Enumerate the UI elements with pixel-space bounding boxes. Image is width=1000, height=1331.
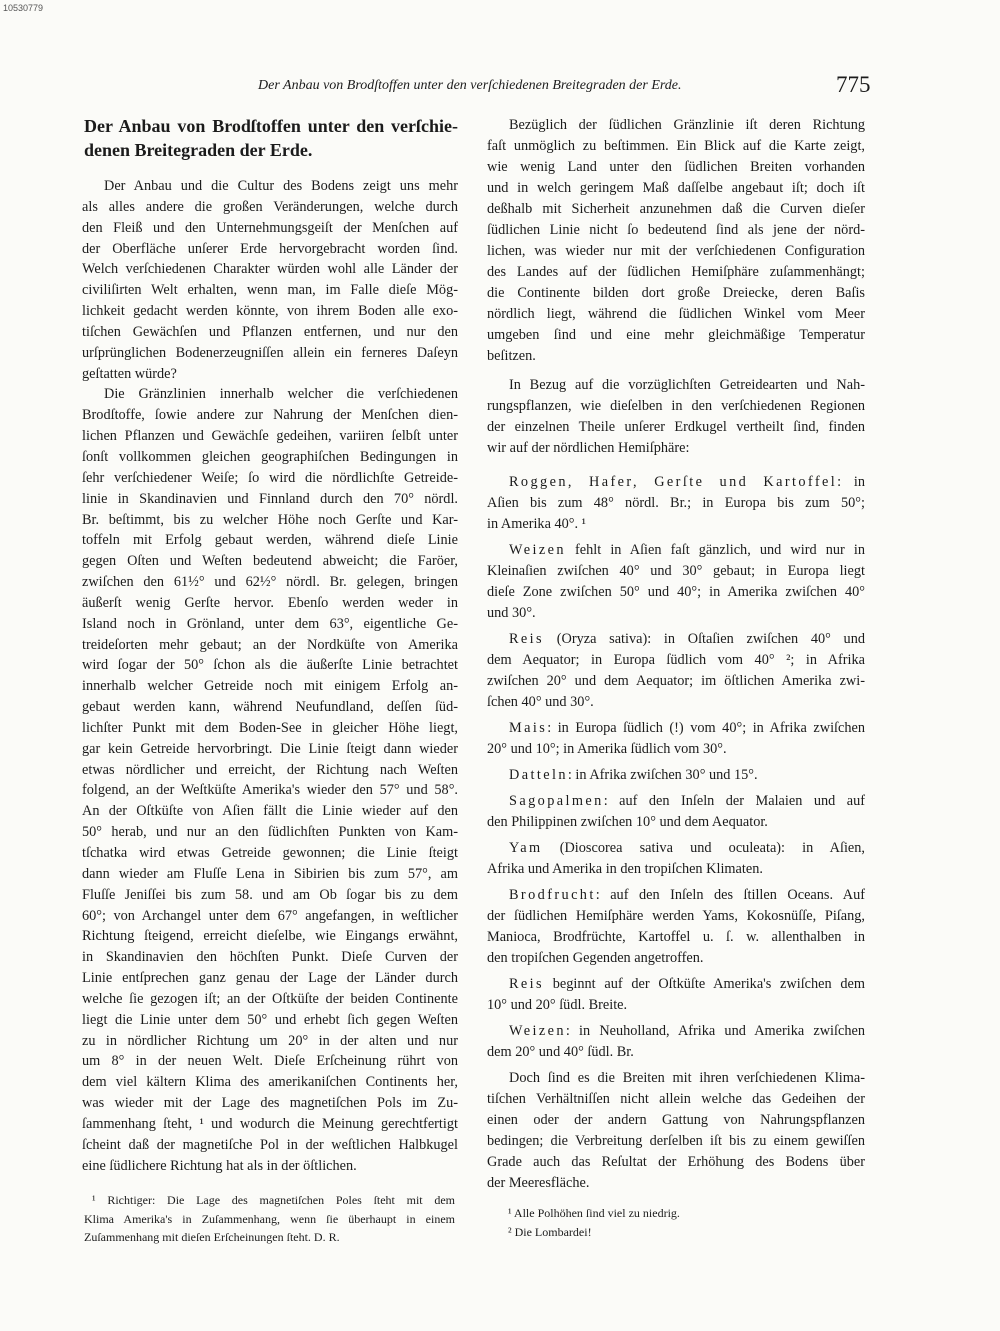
text-line: rungspflanzen, wie dieſelben in den verſchiedenen Regionen (487, 398, 865, 414)
scan-id: 10530779 (3, 3, 44, 13)
text-run: : auf den Inſeln der Malaien und auf (603, 793, 865, 809)
text-line: als alles andere die großen Veränderungen, welche durch (82, 198, 458, 215)
text-run: : in Afrika zwiſchen 30° und 15°. (567, 767, 758, 783)
text-line: tiſchen Gewächſen und Pflanzen entfernen, und nur den (82, 323, 458, 340)
text-line: beſitzen. (487, 348, 536, 364)
text-run: : in Neuholland, Afrika und Amerika zwiſchen (565, 1023, 865, 1039)
text-line: ſonſt vollkommen gleichen geographiſchen Bedingungen in (82, 448, 458, 465)
spaced-term: Sagopalmen (509, 793, 604, 809)
text-line (487, 974, 865, 995)
text-line (487, 718, 865, 739)
body-paragraph (487, 629, 865, 713)
text-line: wie wenig Land unter den ſüdlichen Breiten vorhanden (487, 159, 865, 175)
text-line: Kleinaſien zwiſchen 40° und 30° gebaut; in Europa liegt (487, 563, 865, 579)
spaced-term: Weizen (509, 1023, 566, 1039)
text-line: 20° und 10°; in Amerika ſüdlich vom 30°. (487, 741, 727, 757)
body-paragraph (487, 885, 865, 969)
footnote-line: ¹ Richtiger: Die Lage des magnetiſchen Poles ſteht mit dem (92, 1193, 455, 1207)
text-line: Manioca, Brodfrüchte, Kartoffel u. ſ. w. allenthalben in (487, 929, 865, 945)
right-column (487, 115, 865, 1194)
text-line: Brodſtoffe, ſowie andere zur Nahrung der Menſchen dien- (82, 407, 458, 424)
text-run: (Dioscorea sativa und oculeata): in Aſien, (542, 840, 865, 856)
body-paragraph (487, 791, 865, 833)
text-line: Linie entſprechen ganz genau der Lage der Länder durch (82, 970, 458, 987)
text-line: 50° herab, und nur an den ſüdlichſten Punkten von Kam- (82, 824, 458, 841)
spaced-term: Roggen, Hafer, Gerſte und Kartoffel (509, 474, 838, 490)
spaced-term: Brodfrucht (509, 887, 596, 903)
text-line: zu in nördlicher Richtung um 20° in der alten und nur (82, 1032, 458, 1049)
text-line: lichkeit gedacht werden könnte, von ihrem Boden alle exo- (82, 303, 458, 320)
text-run: fehlt in Aſien faſt gänzlich, und wird nur in (565, 542, 865, 558)
text-line: Der Anbau und die Cultur des Bodens zeigt uns mehr (104, 178, 458, 194)
text-line: ſcheint daß der magnetiſche Pol in der weſtlichen Halbkugel (82, 1136, 458, 1153)
text-line: liegt die Linie unter dem 50° und erhebt ſich gegen Weſten (82, 1011, 458, 1028)
text-line: Doch ſind es die Breiten mit ihren verſchiedenen Klima- (509, 1070, 865, 1086)
spaced-term: Yam (509, 840, 543, 856)
spaced-term: Weizen (509, 542, 566, 558)
text-line: nördlich liegt, während die ſüdlichen Winkel vom Meer (487, 306, 865, 322)
text-line: Island noch in Grönland, unter dem 63°, eigentliche Ge- (82, 615, 458, 632)
text-line: Welch verſchiedenen Charakter würden wohl alle Länder der (82, 261, 458, 278)
text-line: Richtung ſteigend, erreicht dieſelbe, wie Eingangs erwähnt, (82, 928, 458, 945)
text-line: innerhalb welcher Getreide noch mit einigem Erfolg an- (82, 678, 458, 695)
text-line: linie in Skandinavien und Finnland durch den 70° nördl. (82, 490, 458, 507)
text-line: den tropiſchen Gegenden angetroffen. (487, 950, 704, 966)
running-head: Der Anbau von Brodſtoffen unter den verſchiedenen Breitegraden der Erde. (258, 78, 682, 93)
text-line: etwas nördlicher und erreicht, der Richtung nach Weſten (82, 761, 458, 778)
text-line: und in welch geringem Maß daſſelbe angebaut iſt; doch iſt (487, 180, 865, 196)
right-footnotes (508, 1204, 863, 1242)
body-paragraph (487, 115, 865, 367)
body-paragraph (487, 718, 865, 760)
text-run: : in Europa ſüdlich (!) vom 40°; in Afrika zwiſchen (547, 720, 865, 736)
body-paragraph (82, 176, 458, 384)
text-line: civiliſirten Welt erhalten, wenn man, im Falle dieſe Mög- (82, 282, 458, 299)
text-run: (Oryza sativa): in Oſtaſien zwiſchen 40° und (544, 631, 865, 647)
text-line (487, 629, 865, 650)
text-line: lichen, was wieder nur mit der verſchiedenen Configuration (487, 243, 865, 259)
title-line: denen Breitegraden der Erde. (84, 140, 313, 160)
body-paragraph (487, 1021, 865, 1063)
text-line (487, 1021, 865, 1042)
text-line: Die Gränzlinien innerhalb welcher die verſchiedenen (104, 386, 458, 403)
text-line (487, 885, 865, 906)
text-line: der einzelnen Theile unſerer Erdkugel vertheilt ſind, finden (487, 419, 865, 435)
text-line: Fluſſe Jeniſſei bis zum 58. und am Ob ſogar bis zu dem (82, 886, 458, 903)
text-line: 10° und 20° ſüdl. Breite. (487, 997, 628, 1013)
left-column (82, 176, 458, 1177)
spaced-term: Reis (509, 631, 545, 647)
text-line (487, 838, 865, 859)
text-line: dieſe Zone zwiſchen 50° und 40°; in Amerika zwiſchen 40° (487, 584, 865, 600)
text-line: ſchen 40° und 30°. (487, 694, 594, 710)
text-line: wir auf der nördlichen Hemiſphäre: (487, 440, 690, 456)
body-paragraph (82, 384, 458, 1176)
text-line: eine ſüdlichere Richtung hat als in der öſtlichen. (82, 1157, 357, 1174)
spaced-term: Reis (509, 976, 545, 992)
body-paragraph (487, 472, 865, 535)
spaced-term: Datteln (509, 767, 568, 783)
text-line (487, 765, 865, 786)
text-line: der Oberfläche unſerer Erde hervorgebracht worden ſind. (82, 240, 458, 257)
text-line: tſchatka wird etwas Getreide gewonnen; die Linie ſteigt (82, 845, 458, 861)
text-line: deßhalb mit Sicherheit anzunehmen daß die Curven dieſer (487, 201, 865, 217)
text-line: ſehr verſchiedener Weiſe; ſo wird die nördlichſte Getreide- (82, 469, 458, 486)
text-line: in Skandinavien den höchſten Punkt. Dieſe Curven der (82, 949, 458, 966)
text-run: : auf den Inſeln des ſtillen Oceans. Auf (595, 887, 865, 903)
text-line: einen oder der andern Gattung von Nahrungspflanzen (487, 1112, 865, 1128)
text-line: faſt unmöglich zu beſtimmen. Ein Blick auf die Karte zeigt, (487, 138, 865, 154)
footnote-line: Klima Amerika's in Zuſammenhang, wenn ſie überhaupt in einem (84, 1211, 455, 1226)
text-line: Bezüglich der ſüdlichen Gränzlinie iſt deren Richtung (509, 117, 865, 133)
text-line (487, 472, 865, 493)
text-line (487, 540, 865, 561)
title-line: Der Anbau von Brodſtoffen unter den verſchie- (84, 116, 458, 136)
text-line: was wieder mit der Lage des magnetiſchen Pols im Zu- (82, 1095, 458, 1112)
text-line: treideſorten mehr gebaut; an der Nordküſte von Amerika (82, 636, 458, 653)
text-line: des Landes auf der ſüdlichen Hemiſphäre zuſammenhängt; (487, 264, 865, 280)
text-line: An der Oſtküſte von Aſien fällt die Linie wieder auf den (82, 803, 458, 820)
left-footnote (84, 1191, 455, 1247)
text-line: dann wieder am Fluſſe Lena in Sibirien bis zum 57°, am (82, 865, 458, 882)
text-line: Afrika und Amerika in den tropiſchen Klimaten. (487, 861, 763, 877)
text-line: gegen Oſten und Weſten bedeutend abweicht; die Faröer, (82, 553, 458, 570)
text-line: gebaut werden kann, während Neufundland, deſſen ſüd- (82, 699, 458, 716)
text-line: ſammenhang ſteht, ¹ und wodurch die Meinung gerechtfertigt (82, 1115, 458, 1132)
text-line: dem 20° und 40° ſüdl. Br. (487, 1044, 634, 1060)
text-line: den Fleiß und den Unternehmungsgeiſt der Menſchen auf (82, 219, 458, 236)
footnote-line: Zuſammenhang mit dieſen Erſcheinungen ſteht. D. R. (84, 1230, 340, 1244)
footnote-line: ¹ Alle Polhöhen ſind viel zu niedrig. (508, 1206, 680, 1220)
text-line: gar kein Getreide hervorbringt. Die Linie ſteigt dann wieder (82, 740, 458, 757)
text-line: toffeln mit Erfolg gebaut werden, während dieſe Linie (82, 532, 458, 549)
text-run: beginnt auf der Oſtküſte Amerika's zwiſchen dem (544, 976, 865, 992)
text-line: die Continente bilden dort große Dreiecke, deren Baſis (487, 285, 865, 301)
text-line: zwiſchen 20° und dem Aequator; im öſtlichen Amerika zwi- (487, 673, 865, 689)
text-line: dem Aequator; in Europa ſüdlich vom 40° ²; in Afrika (487, 652, 865, 668)
text-line: um 8° in der neuen Welt. Dieſe Erſcheinung rührt von (82, 1053, 458, 1070)
footnote-line: ² Die Lombardei! (508, 1225, 592, 1239)
page-number: 775 (836, 72, 871, 97)
text-line: zwiſchen den 61½° und 62½° nördl. Br. gelegen, bringen (82, 574, 458, 591)
text-line (487, 791, 865, 812)
text-line: bedingen; die Verbreitung derſelben iſt bis zu einem gewiſſen (487, 1133, 865, 1149)
text-line: Grade auch das Reſultat der Erhöhung des Bodens über (487, 1154, 865, 1170)
text-line: äußerſt wenig Gerſte hervor. Ebenſo werden weder in (82, 594, 458, 611)
text-line: geſtatten würde? (82, 365, 177, 382)
text-run: : in (837, 474, 866, 490)
text-line: In Bezug auf die vorzüglichſten Getreidearten und Nah- (509, 377, 865, 393)
article-title (84, 114, 458, 162)
text-line: den Philippinen zwiſchen 10° und dem Aequator. (487, 814, 768, 830)
text-line: und 30°. (487, 605, 536, 621)
spaced-term: Mais (509, 720, 548, 736)
text-line: welche ſie gezogen iſt; an der Oſtküſte der beiden Continente (82, 990, 458, 1007)
text-line: in Amerika 40°. ¹ (487, 516, 586, 532)
body-paragraph (487, 974, 865, 1016)
body-paragraph (487, 540, 865, 624)
text-line: folgend, an der Weſtküſte Amerika's wieder den 57° und 58°. (82, 782, 458, 799)
body-paragraph (487, 765, 865, 786)
body-paragraph (487, 375, 865, 459)
text-line: ſüdlichen Linie nicht ſo bedeutend ſind als jene der nörd- (487, 222, 865, 238)
text-line: Br. beſtimmt, bis zu welcher Höhe noch Gerſte und Kar- (82, 511, 458, 528)
text-line: lichen Pflanzen und Gewächſe gedeihen, variiren ſelbſt unter (82, 428, 458, 445)
text-line: urſprünglichen Bodenerzeugniſſen allein ein ferneres Daſeyn (82, 344, 458, 361)
body-paragraph (487, 838, 865, 880)
text-line: umgeben ſind und eine mehr gleichmäßige Temperatur (487, 327, 865, 343)
text-line: Aſien bis zum 48° nördl. Br.; in Europa bis zum 50°; (487, 495, 865, 511)
text-line: lichſter Punkt mit dem Boden-See in gleicher Höhe liegt, (82, 719, 458, 736)
text-line: 60°; von Archangel unter dem 67° angefangen, in weſtlicher (82, 907, 458, 924)
text-line: der ſüdlichen Hemiſphäre werden Yams, Kokosnüſſe, Piſang, (487, 908, 865, 924)
body-paragraph (487, 1068, 865, 1194)
text-line: wird ſogar der 50° ſchon als die äußerſte Linie betrachtet (82, 657, 458, 674)
text-line: dem viel kältern Klima des amerikaniſchen Continents her, (82, 1074, 458, 1091)
text-line: tiſchen Verhältniſſen nicht allein welche das Gedeihen der (487, 1091, 865, 1107)
text-line: der Meeresfläche. (487, 1175, 590, 1191)
